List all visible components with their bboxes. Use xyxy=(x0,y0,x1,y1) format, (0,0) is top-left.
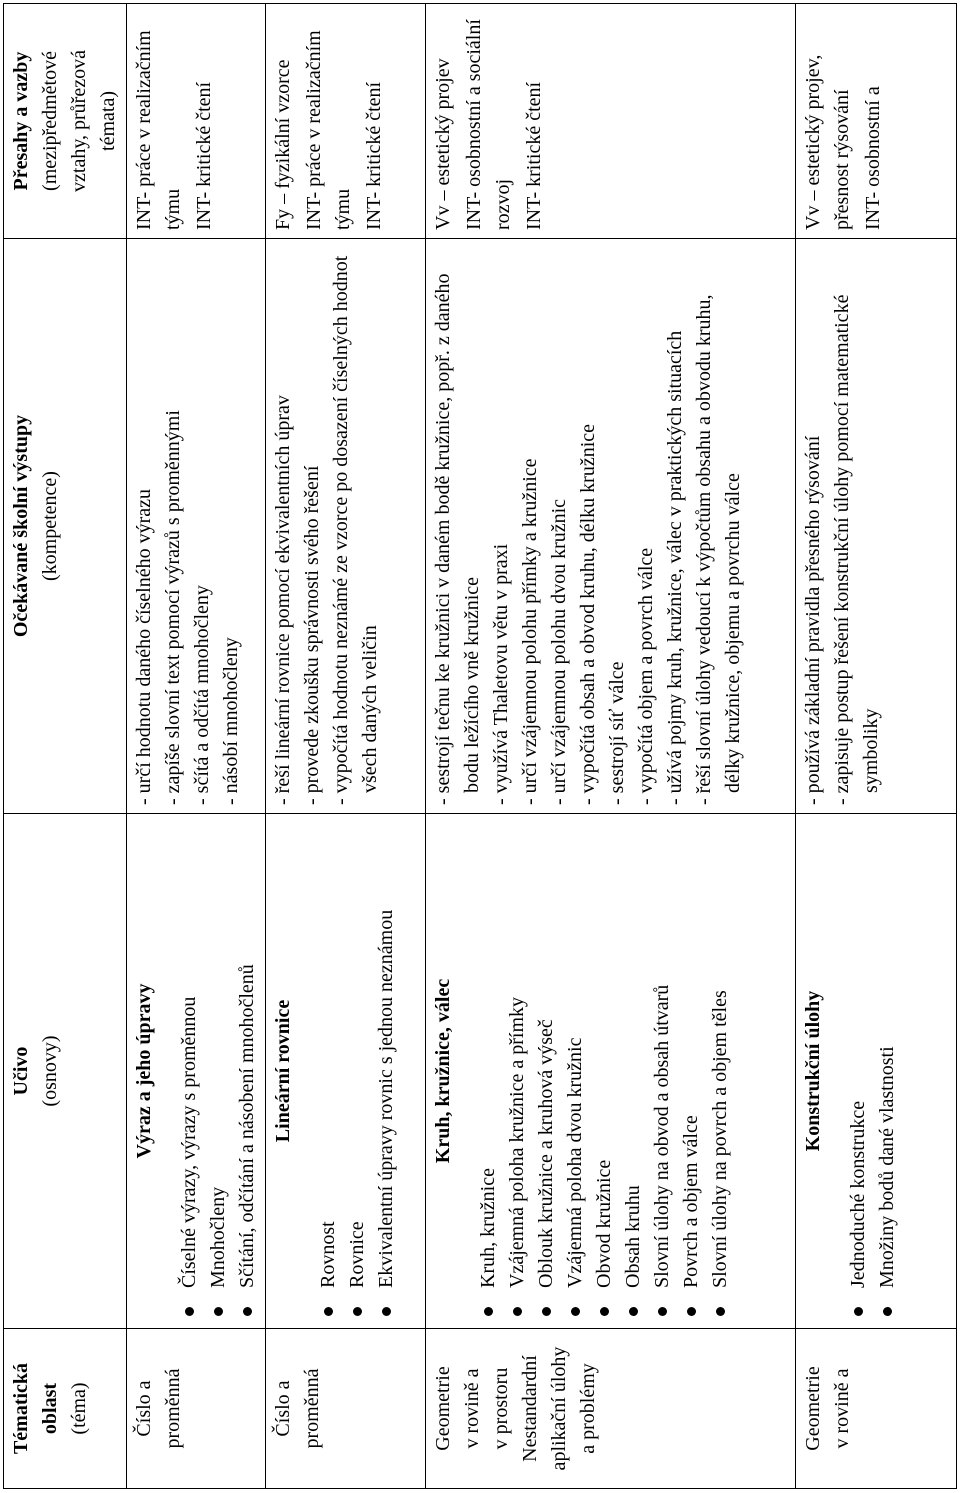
area-line: v rovině a xyxy=(461,1368,483,1449)
area-line: v rovině a xyxy=(831,1368,853,1449)
content-cell xyxy=(127,814,266,1329)
header-content-sub: (osnovy) xyxy=(39,1035,61,1107)
outcome-item: - určí hodnotu daného číselného výrazu xyxy=(133,488,155,805)
cross-item: Vv – estetický projev xyxy=(432,58,454,230)
cross-item: INT- osobnostní a xyxy=(862,86,884,230)
table-row xyxy=(796,4,957,1489)
outcome-item: - zapisuje postup řešení konstrukční úlohy pomocí matematické symboliky xyxy=(831,294,882,805)
cross-item: INT- kritické čtení xyxy=(193,81,215,230)
cross-item: INT- osobnostní a sociální rozvoj xyxy=(463,19,514,230)
header-outcomes-title: Očekávané školní výstupy xyxy=(10,414,32,638)
outcomes-cell xyxy=(266,239,426,814)
outcome-item: - provede zkoušku správnosti svého řešení xyxy=(301,465,323,805)
outcomes-cell xyxy=(127,239,266,814)
content-list xyxy=(175,822,262,1320)
area-cell xyxy=(266,1329,426,1489)
header-cross-sub-line: (mezipředmětové xyxy=(39,51,61,191)
header-area-sub: (téma) xyxy=(68,1382,90,1435)
content-item: Rovnost xyxy=(314,822,343,1288)
content-list xyxy=(314,822,401,1320)
outcomes-cell xyxy=(796,239,957,814)
outcome-item: - řeší slovní úlohy vedoucí k výpočtům obsahu a obvodu kruhu, délky kružnice, objemu a povrchu válce xyxy=(693,294,744,805)
outcome-item: - násobí mnohočleny xyxy=(220,637,242,805)
content-item: Vzájemná poloha kružnice a přímky xyxy=(503,822,532,1288)
outcomes-cell xyxy=(426,239,796,814)
area-line: Nestandardní xyxy=(519,1355,541,1462)
area-cell xyxy=(127,1329,266,1489)
table-row xyxy=(266,4,426,1489)
area-line: v prostoru xyxy=(490,1367,512,1450)
header-cross-title: Přesahy a vazby xyxy=(10,51,32,191)
outcome-item: - řeší lineární rovnice pomocí ekvivalentních úprav xyxy=(272,395,294,805)
outcome-item: - určí vzájemnou polohu přímky a kružnice xyxy=(519,458,541,805)
header-area xyxy=(4,1329,127,1489)
content-cell xyxy=(266,814,426,1329)
content-item: Povrch a objem válce xyxy=(677,822,706,1288)
content-item: Rovnice xyxy=(343,822,372,1288)
header-outcomes xyxy=(4,239,127,814)
area-line: proměnná xyxy=(162,1368,184,1449)
content-title: Kruh, kružnice, válec xyxy=(432,978,454,1164)
outcome-item: - určí vzájemnou polohu dvou kružnic xyxy=(548,498,570,805)
content-item: Množiny bodů dané vlastnosti xyxy=(873,822,902,1288)
content-item: Kruh, kružnice xyxy=(474,822,503,1288)
content-item: Jednoduché konstrukce xyxy=(844,822,873,1288)
content-item: Slovní úlohy na povrch a objem těles xyxy=(706,822,735,1288)
area-cell xyxy=(796,1329,957,1489)
curriculum-table xyxy=(3,3,957,1489)
outcome-item: - sestrojí síť válce xyxy=(606,661,628,805)
area-line: proměnná xyxy=(301,1368,323,1449)
header-content-title: Učivo xyxy=(10,1046,32,1096)
cross-item: INT- práce v realizačním týmu xyxy=(303,30,354,230)
cross-cell xyxy=(266,4,426,239)
content-list xyxy=(474,822,735,1320)
content-item: Sčítání, odčítání a násobení mnohočlenů xyxy=(233,822,262,1288)
cross-cell xyxy=(127,4,266,239)
area-cell xyxy=(426,1329,796,1489)
content-item: Mnohočleny xyxy=(204,822,233,1288)
outcome-item: - vypočítá objem a povrch válce xyxy=(635,547,657,805)
outcomes-list xyxy=(429,247,748,805)
outcomes-list xyxy=(799,247,886,805)
header-area-line: oblast xyxy=(39,1382,61,1435)
header-area-line: Tématická xyxy=(10,1362,32,1455)
outcome-item: - používá základní pravidla přesného rýsování xyxy=(802,435,824,805)
cross-item: INT- práce v realizačním týmu xyxy=(133,30,184,230)
cross-item: Vv – estetický projev, přesnost rýsování xyxy=(802,54,853,230)
outcome-item: - sestrojí tečnu ke kružnici v daném bodě kružnice, popř. z daného bodu ležícího vně kružnice xyxy=(432,273,483,805)
header-cross xyxy=(4,4,127,239)
area-line: Geometrie xyxy=(802,1366,824,1451)
header-cross-sub-line: témata) xyxy=(97,91,119,151)
table-row xyxy=(127,4,266,1489)
content-cell xyxy=(796,814,957,1329)
area-line: Číslo a xyxy=(133,1380,155,1437)
content-item: Obvod kružnice xyxy=(590,822,619,1288)
cross-cell xyxy=(426,4,796,239)
area-line: a problémy xyxy=(577,1363,599,1454)
content-item: Oblouk kružnice a kruhová výseč xyxy=(532,822,561,1288)
outcome-item: - vypočítá hodnotu neznámé ze vzorce po dosazení číselných hodnot všech daných veličin xyxy=(330,255,381,805)
outcomes-list xyxy=(269,247,385,805)
outcomes-list xyxy=(130,247,246,805)
outcome-item: - sčítá a odčítá mnohočleny xyxy=(191,585,213,805)
cross-cell xyxy=(796,4,957,239)
content-item: Obsah kruhu xyxy=(619,822,648,1288)
cross-item: INT- kritické čtení xyxy=(363,81,385,230)
content-title: Výraz a jeho úpravy xyxy=(133,983,155,1159)
content-cell xyxy=(426,814,796,1329)
cross-item: INT- kritické čtení xyxy=(523,81,545,230)
content-item: Vzájemná poloha dvou kružnic xyxy=(561,822,590,1288)
content-list xyxy=(844,822,902,1320)
area-line: Geometrie xyxy=(432,1366,454,1451)
header-content xyxy=(4,814,127,1329)
header-outcomes-sub: (kompetence) xyxy=(39,471,61,581)
content-item: Ekvivalentní úpravy rovnic s jednou neznámou xyxy=(372,822,401,1288)
area-line: Číslo a xyxy=(272,1380,294,1437)
content-item: Číselné výrazy, výrazy s proměnnou xyxy=(175,822,204,1288)
area-line: aplikační úlohy xyxy=(548,1346,570,1471)
outcome-item: - využívá Thaletovu větu v praxi xyxy=(490,543,512,805)
table-header-row xyxy=(4,4,127,1489)
outcome-item: - vypočítá obsah a obvod kruhu, délku kružnice xyxy=(577,423,599,805)
table-row xyxy=(426,4,796,1489)
outcome-item: - zapíše slovní text pomocí výrazů s proměnnými xyxy=(162,410,184,805)
content-title: Lineární rovnice xyxy=(272,999,294,1143)
header-cross-sub-line: vztahy, průřezová xyxy=(68,50,90,192)
content-item: Slovní úlohy na obvod a obsah útvarů xyxy=(648,822,677,1288)
outcome-item: - užívá pojmy kruh, kružnice, válec v praktických situacích xyxy=(664,330,686,805)
cross-item: Fy – fyzikální vzorce xyxy=(272,59,294,230)
content-title: Konstrukční úlohy xyxy=(802,990,824,1152)
